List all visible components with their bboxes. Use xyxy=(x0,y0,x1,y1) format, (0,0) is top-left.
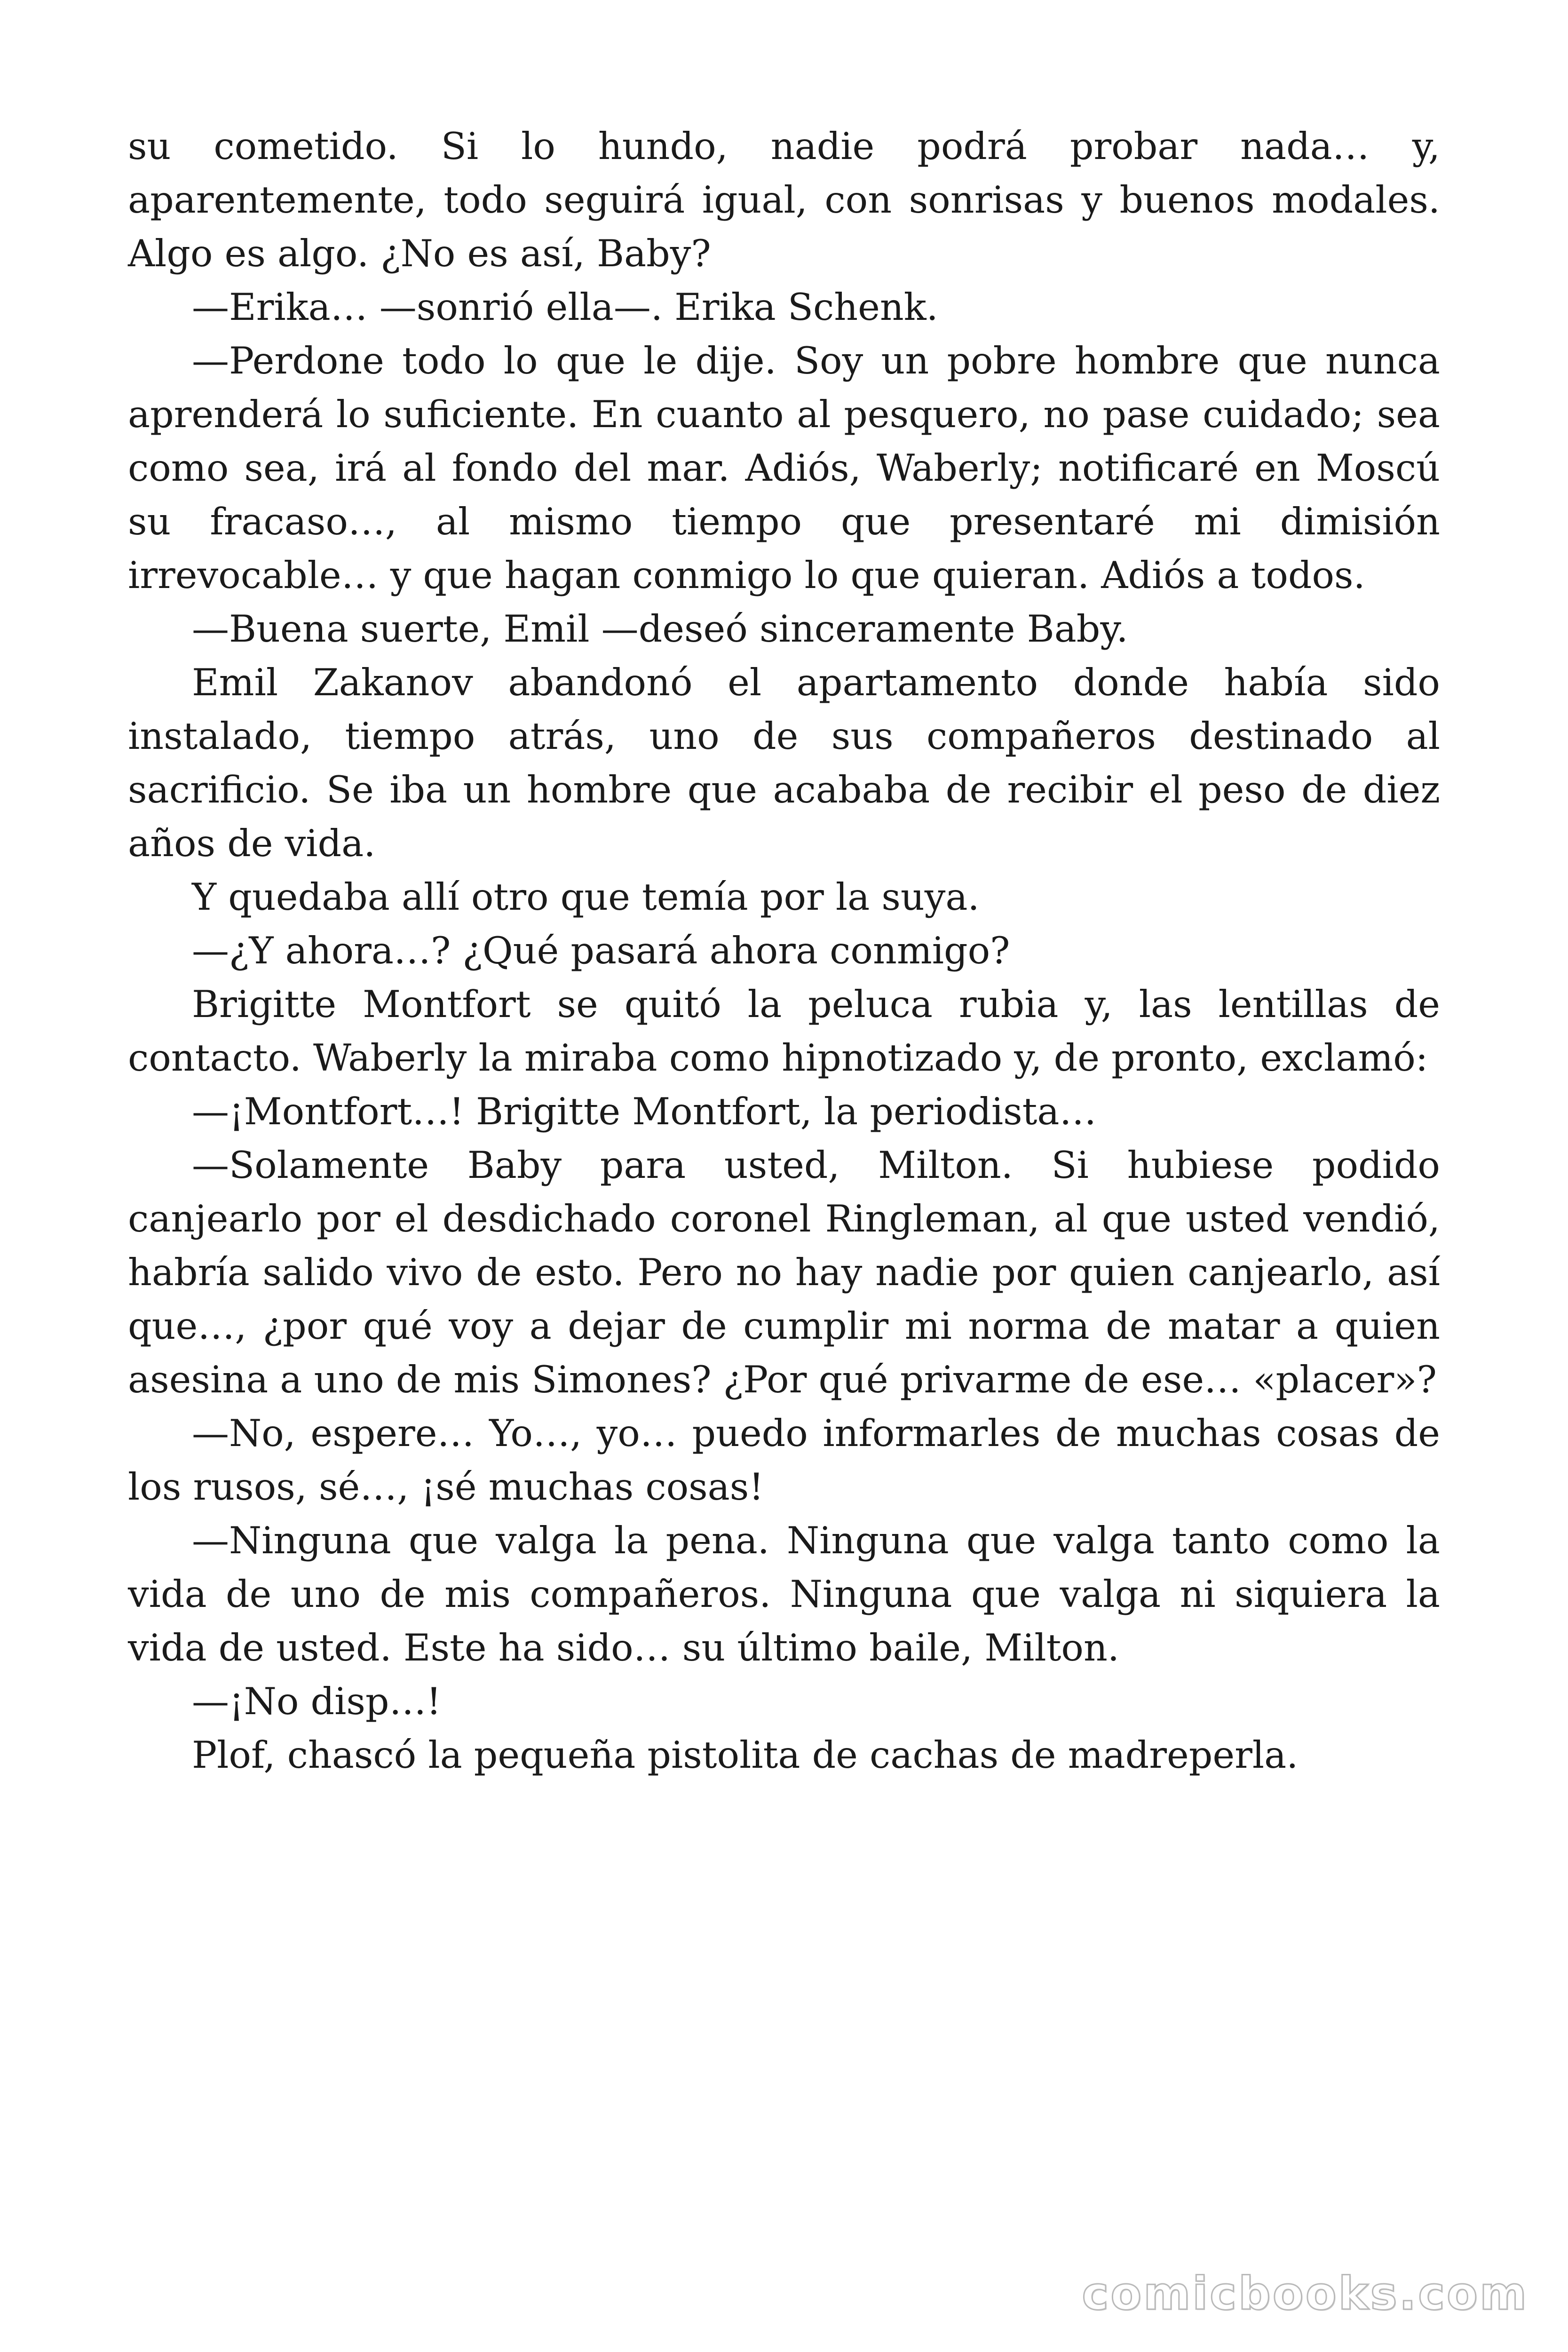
watermark-logo: comicbooks.com xyxy=(1082,2267,1528,2320)
paragraph: su cometido. Si lo hundo, nadie podrá probar nada… y, aparentemente, todo seguirá igual, con sonrisas y buenos modales. Algo es algo. ¿No es así, Baby? xyxy=(128,125,1440,275)
paragraph: —Perdone todo lo que le dije. Soy un pobre hombre que nunca aprenderá lo suficiente. En cuanto al pesquero, no pase cuidado; sea como sea, irá al fondo del mar. Adiós, Waberly; notificaré en Moscú su fracaso…, al mismo tiempo que presentaré mi dimisión irrevocable… y que hagan conmigo lo que quieran. Adiós a todos. xyxy=(128,339,1440,597)
paragraph: —Ninguna que valga la pena. Ninguna que valga tanto como la vida de uno de mis compañeros. Ninguna que valga ni siquiera la vida de usted. Este ha sido… su último baile, Milton. xyxy=(128,1519,1440,1669)
paragraph: —Solamente Baby para usted, Milton. Si hubiese podido canjearlo por el desdichado coronel Ringleman, al que usted vendió, habría salido vivo de esto. Pero no hay nadie por quien canjearlo, así que…, ¿por qué voy a dejar de cumplir mi norma de matar a quien asesina a uno de mis Simones? ¿Por qué privarme de ese… «placer»? xyxy=(128,1144,1440,1401)
paragraph: —Erika… —sonrió ella—. Erika Schenk. xyxy=(192,286,938,329)
paragraph: —¡Montfort…! Brigitte Montfort, la periodista… xyxy=(192,1090,1097,1133)
paragraph: —¡No disp…! xyxy=(192,1680,442,1723)
paragraph: —¿Y ahora…? ¿Qué pasará ahora conmigo? xyxy=(192,929,1010,972)
body-text xyxy=(128,119,1440,1782)
paragraph: —Buena suerte, Emil —deseó sinceramente Baby. xyxy=(192,607,1128,651)
paragraph: —No, espere… Yo…, yo… puedo informarles de muchas cosas de los rusos, sé…, ¡sé muchas cosas! xyxy=(128,1412,1440,1509)
paragraph: Brigitte Montfort se quitó la peluca rubia y, las lentillas de contacto. Waberly la miraba como hipnotizado y, de pronto, exclamó: xyxy=(128,983,1440,1080)
paragraph: Plof, chascó la pequeña pistolita de cachas de madreperla. xyxy=(192,1733,1299,1777)
paragraph: Emil Zakanov abandonó el apartamento donde había sido instalado, tiempo atrás, uno de sus compañeros destinado al sacrificio. Se iba un hombre que acababa de recibir el peso de diez años de vida. xyxy=(128,661,1440,865)
paragraph: Y quedaba allí otro que temía por la suya. xyxy=(192,875,980,919)
